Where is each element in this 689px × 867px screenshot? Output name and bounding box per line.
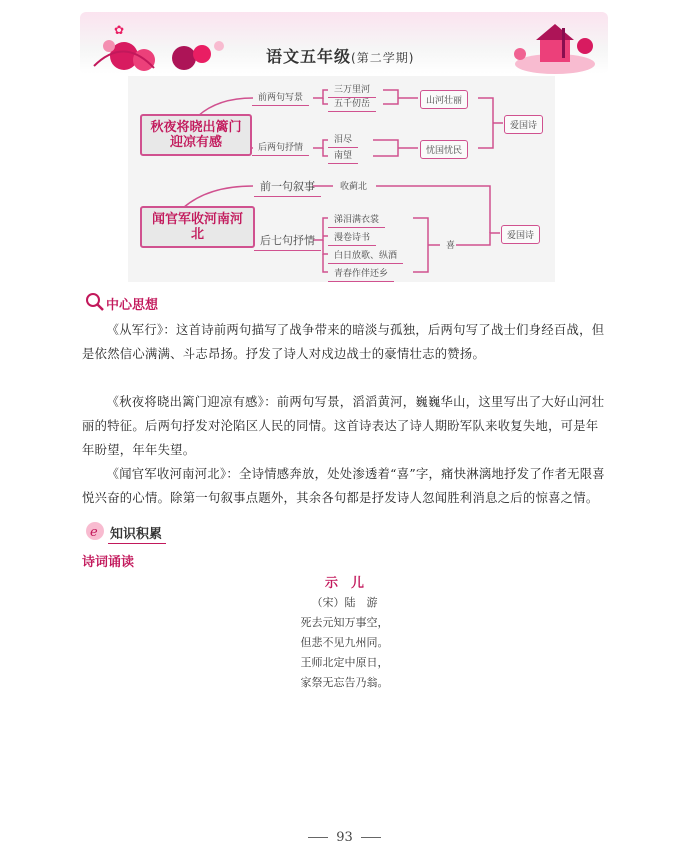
poem1-item: 三万里河 — [328, 80, 376, 98]
central-idea-heading: 中心思想 — [106, 298, 159, 313]
poem-line: 但悲不见九州同。 — [300, 636, 389, 649]
poem1-result: 忧国忧民 — [420, 140, 468, 159]
dash-left — [308, 837, 328, 838]
mind-map — [128, 76, 555, 282]
page-header-title — [266, 44, 414, 67]
poem1-item: 南望 — [328, 146, 358, 164]
poem1-result: 山河壮丽 — [420, 90, 468, 109]
poem2-item: 收蓟北 — [340, 182, 368, 192]
poem1-item: 五千仞岳 — [328, 94, 376, 112]
poem-title: 示 儿 — [324, 576, 364, 591]
poem1-branch2: 后两句抒情 — [252, 138, 309, 156]
poem-author: （宋）陆 游 — [311, 596, 378, 609]
header-title-text: 语文五年级 — [266, 47, 352, 66]
central-idea-paragraph: 《秋夜将晓出篱门迎凉有感》：前两句写景，滔滔黄河，巍巍华山，这里写出了大好山河壮丽的特征。后两句抒发对沦陷区人民的同情。这首诗表达了诗人期盼军队来收复失地，可是年年盼望，年年失望。 — [82, 395, 605, 457]
magnifier-icon — [84, 292, 106, 312]
page-number — [0, 830, 689, 845]
poem-line: 王师北定中原日， — [300, 656, 389, 669]
poem-line: 家祭无忘告乃翁。 — [300, 676, 389, 689]
poem1-item: 泪尽 — [328, 130, 358, 148]
poem2-item: 青春作伴还乡 — [328, 264, 394, 282]
poem2-theme: 爱国诗 — [501, 225, 540, 244]
poem2-result: 喜 — [446, 241, 456, 251]
central-idea-paragraph: 《从军行》：这首诗前两句描写了战争带来的暗淡与孤独，后两句写了战士们身经百战，但是依然信心满满、斗志昂扬。抒发了诗人对戍边战士的豪情壮志的赞扬。 — [82, 323, 605, 361]
svg-text:e: e — [90, 525, 98, 540]
poem2-item: 漫卷诗书 — [328, 228, 376, 246]
header-subtitle: (第二学期) — [351, 51, 415, 65]
dash-right — [361, 837, 381, 838]
poem1-theme: 爱国诗 — [504, 115, 543, 134]
knowledge-heading: 知识积累 — [108, 523, 166, 544]
poem2-item: 白日放歌、纵酒 — [328, 246, 403, 264]
poem-reading-heading: 诗词诵读 — [82, 555, 135, 570]
poem2-topic: 闻官军收河南河北 — [140, 206, 255, 248]
house-decoration-right — [500, 16, 610, 74]
svg-text:✿: ✿ — [114, 23, 125, 37]
central-idea-paragraph: 《闻官军收河南河北》：全诗情感奔放，处处渗透着“喜”字，痛快淋漓地抒发了作者无限喜悦兴奋的心情。除第一句叙事点题外，其余各句都是抒发诗人忽闻胜利消息之后的惊喜之情。 — [82, 467, 605, 505]
poem1-topic: 秋夜将晓出篱门迎凉有感 — [140, 114, 252, 156]
pen-icon — [84, 520, 106, 542]
poem1-branch1: 前两句写景 — [252, 88, 309, 106]
page-number-text: 93 — [336, 830, 353, 845]
flower-decoration-left — [84, 16, 234, 74]
poem2-item: 涕泪满衣裳 — [328, 210, 385, 228]
poem-line: 死去元知万事空， — [300, 616, 389, 629]
poem2-branch2: 后七句抒情 — [254, 230, 321, 251]
poem2-branch1: 前一句叙事 — [254, 176, 321, 197]
